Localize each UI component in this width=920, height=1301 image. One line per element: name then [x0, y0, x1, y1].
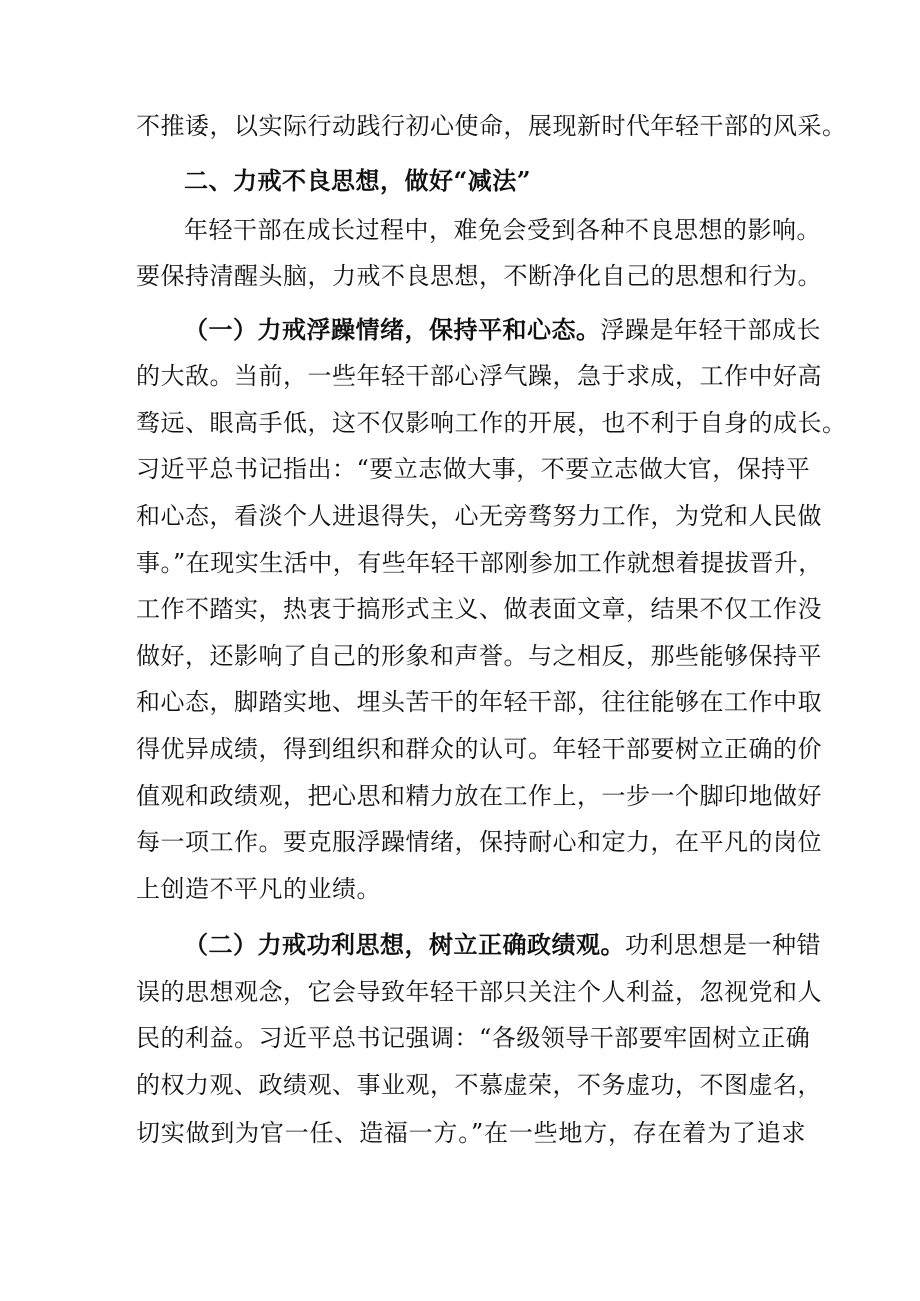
text-line: 习近平总书记指出：“要立志做大事，不要立志做大官，保持平: [136, 455, 811, 483]
text-line: 每一项工作。要克服浮躁情绪，保持耐心和定力，在平凡的岗位: [136, 828, 822, 856]
text-line: 和心态，脚踏实地、埋头苦干的年轻干部，往往能够在工作中取: [136, 688, 822, 716]
text-line: [184, 925, 821, 965]
text-line: 上创造不平凡的业绩。: [136, 875, 381, 903]
text-line: 的大敌。当前，一些年轻干部心浮气躁，急于求成，工作中好高: [136, 362, 822, 390]
text-line: 做好，还影响了自己的形象和声誉。与之相反，那些能够保持平: [136, 642, 822, 670]
text-line: 骛远、眼高手低，这不仅影响工作的开展，也不利于自身的成长。: [136, 409, 847, 437]
subsection-heading: （一）力戒浮躁情绪，保持平和心态。: [184, 315, 601, 344]
text-line: 和心态，看淡个人进退得失，心无旁骛努力工作，为党和人民做: [136, 502, 822, 530]
text-line: 民的利益。习近平总书记强调：“各级领导干部要牢固树立正确: [136, 1024, 811, 1052]
text-line: 误的思想观念，它会导致年轻干部只关注个人利益，忽视党和人: [136, 978, 822, 1006]
text-line: [136, 106, 847, 146]
text-line: 值观和政绩观，把心思和精力放在工作上，一步一个脚印地做好: [136, 782, 822, 810]
text-line: 的权力观、政绩观、事业观，不慕虚荣，不务虚功，不图虚名，: [136, 1071, 822, 1099]
text-line: 切实做到为官一任、造福一方。”在一些地方，存在着为了追求: [136, 1119, 806, 1147]
text-line: 要保持清醒头脑，力戒不良思想，不断净化自己的思想和行为。: [136, 262, 822, 290]
text-line: 年轻干部在成长过程中，难免会受到各种不良思想的影响。: [184, 216, 821, 244]
line-text: 不推诿，以实际行动践行初心使命，展现新时代年轻干部的风采。: [136, 112, 847, 140]
text-line: 得优异成绩，得到组织和群众的认可。年轻干部要树立正确的价: [136, 735, 822, 763]
text-line: [184, 310, 821, 350]
text-line: 事。”在现实生活中，有些年轻干部刚参加工作就想着提拔晋升，: [136, 549, 823, 577]
line-text: 浮躁是年轻干部成长: [600, 316, 821, 344]
subsection-heading: （二）力戒功利思想，树立正确政绩观。: [184, 930, 625, 959]
section-heading: 二、力戒不良思想，做好“减法”: [184, 166, 532, 195]
line-text: 功利思想是一种错: [625, 931, 821, 959]
text-line: 工作不踏实，热衷于搞形式主义、做表面文章，结果不仅工作没: [136, 595, 822, 623]
